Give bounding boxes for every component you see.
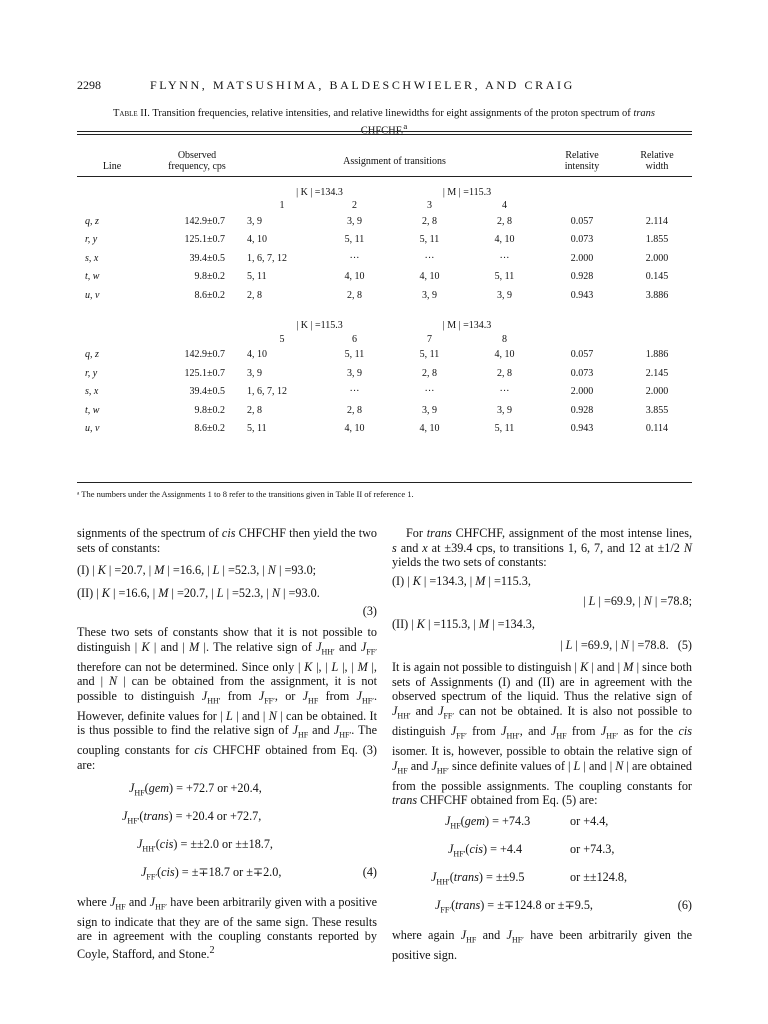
table-row: [77, 383, 692, 402]
frequency-cell: 125.1±0.7: [184, 367, 225, 379]
reference-2: 2: [209, 944, 215, 956]
assignment-number: 2: [352, 200, 357, 211]
assignment-cell: ···: [499, 252, 510, 264]
intensity-cell: 0.928: [570, 404, 594, 416]
header-width: Relative width: [640, 150, 674, 172]
assignment-cell: 1, 6, 7, 12: [247, 386, 287, 398]
left-intro: signments of the spectrum of cis CHFCHF then yield the two sets of constants:: [77, 526, 377, 555]
assignment-group-header: [77, 319, 692, 333]
assignment-number: 5: [279, 333, 285, 345]
equation-4-number: (4): [362, 864, 377, 879]
width-cell: 2.145: [645, 367, 669, 379]
assignment-cell: 3, 9: [497, 404, 512, 416]
table-row: [77, 231, 692, 250]
assignment-cell: 5, 11: [247, 271, 267, 283]
running-head: FLYNN, MATSUSHIMA, BALDESCHWIELER, AND CRAIG: [150, 78, 575, 92]
caption-label: Table II.: [112, 108, 150, 119]
assignment-cell: 4, 10: [344, 423, 365, 435]
equation-6-number: (6): [677, 897, 692, 912]
table-row: [77, 364, 692, 383]
width-cell: 1.886: [645, 349, 669, 361]
caption-trans: trans: [633, 108, 655, 119]
frequency-cell: 8.6±0.2: [194, 423, 225, 435]
assignment-cell: 1, 6, 7, 12: [247, 252, 287, 264]
assignment-group-header: [77, 185, 692, 199]
assignment-cell: 2, 8: [347, 404, 362, 416]
assignment-cell: 4, 10: [494, 234, 515, 246]
intensity-cell: 0.057: [570, 349, 594, 361]
table-top-rule-2: [77, 134, 692, 135]
assignment-cell: 3, 9: [497, 289, 512, 301]
assignment-number: 1: [279, 200, 285, 211]
header-intensity: Relative intensity: [564, 150, 600, 172]
equation-5-II-a: (II) | K | =115.3, | M | =134.3,: [392, 616, 535, 631]
line-cell: u, v: [85, 289, 100, 301]
intensity-cell: 0.928: [570, 271, 594, 283]
equation-5-I-a: (I) | K | =134.3, | M | =115.3,: [392, 573, 531, 588]
assignment-cell: 3, 9: [247, 367, 262, 379]
caption-text: Transition frequencies, relative intensities, and relative linewidths for eight assignments of the proton spectrum of: [149, 108, 634, 119]
k-label: | K | =134.3: [296, 186, 343, 198]
assignment-number: 4: [502, 200, 507, 211]
assignment-cell: ···: [424, 252, 435, 264]
equation-3-II: (II) | K | =16.6, | M | =20.7, | L | =52.3, | N | =93.0.: [77, 585, 320, 600]
frequency-cell: 39.4±0.5: [189, 252, 225, 264]
k-label: | K | =115.3: [296, 320, 343, 331]
assignment-cell: 4, 10: [247, 234, 267, 246]
line-cell: r, y: [85, 234, 98, 246]
m-label: | M | =115.3: [442, 186, 492, 198]
assignment-cell: 4, 10: [419, 423, 440, 435]
assignment-cell: 3, 9: [422, 289, 437, 301]
assignment-cell: 2, 8: [497, 367, 512, 379]
assignment-cell: 5, 11: [344, 349, 365, 361]
caption-footnote-mark: a: [403, 121, 408, 131]
frequency-cell: 142.9±0.7: [184, 349, 225, 361]
coupling-trans-3: $J_{HH'}(trans) = \pm\pm 9.5$ or ±±124.8,: [431, 869, 628, 887]
intensity-cell: 0.057: [570, 215, 594, 227]
equation-3-number: (3): [362, 604, 377, 619]
table-top-rule: [77, 131, 692, 132]
assignment-cell: ···: [349, 252, 360, 264]
width-cell: 2.114: [645, 215, 669, 227]
frequency-cell: 125.1±0.7: [184, 234, 225, 246]
right-paragraph-2: It is again not possible to distinguish | K | and | M | since both sets of Assignments (I) and (II) are in agreement with the observed spectrum of the liquid. Thus the relative sign of $J_{HH'}$ and $J_{FF'}$ can not be obtained. It is also not possible to distinguish $J_{FF'}$ from $J_{HH'}$, and $J_{HF}$ from $J_{HF'}$ as for the cis isomer. It is, however, possible to obtain the relative sign of $J_{HF}$ and $J_{HF'}$ since definite values of | L | and | N | are obtained from the possible assignments. The coupling constants for trans CHFCHF obtained from Eq. (5) are:: [392, 660, 692, 808]
line-cell: q, z: [85, 215, 99, 227]
width-cell: 2.000: [645, 252, 669, 264]
coupling-cis-4: $J_{FF'}(cis) = \pm\mp 18.7$ or ±∓2.0, (4): [141, 864, 377, 882]
frequency-cell: 8.6±0.2: [194, 289, 225, 301]
width-cell: 2.000: [645, 386, 669, 398]
intensity-cell: 2.000: [570, 252, 594, 264]
table-row: [77, 401, 692, 420]
assignment-cell: ···: [349, 386, 360, 398]
assignment-number: 6: [352, 333, 357, 345]
frequency-cell: 9.8±0.2: [194, 404, 225, 416]
assignment-cell: 4, 10: [419, 271, 440, 283]
width-cell: 3.855: [645, 404, 669, 416]
line-cell: q, z: [85, 349, 99, 361]
coupling-trans-4: $J_{FF'}(trans) = \pm\mp 124.8$ or ±∓9.5, (6): [435, 897, 692, 915]
assignment-cell: 5, 11: [419, 349, 440, 361]
right-column: [392, 526, 692, 963]
width-cell: 3.886: [645, 289, 669, 301]
assignment-cell: ···: [499, 386, 510, 398]
assignment-cell: 2, 8: [497, 215, 512, 227]
caption-text-2: CHFCHF.: [360, 125, 404, 137]
assignment-cell: 3, 9: [247, 215, 262, 227]
line-cell: s, x: [85, 386, 99, 398]
assignment-number-row: [77, 199, 692, 212]
m-label: | M | =134.3: [442, 320, 492, 331]
assignment-number: 8: [502, 333, 507, 345]
coupling-cis-1: $J_{HF}(gem) = +72.7$ or +20.4,: [129, 780, 262, 798]
table-row: [77, 346, 692, 365]
line-cell: r, y: [85, 367, 98, 379]
assignment-cell: 2, 8: [422, 367, 437, 379]
table-row: [77, 212, 692, 231]
intensity-cell: 0.943: [570, 289, 594, 301]
assignment-cell: 3, 9: [347, 367, 362, 379]
table-bottom-rule: [77, 482, 692, 483]
line-cell: u, v: [85, 423, 100, 435]
assignment-cell: 2, 8: [247, 289, 262, 301]
left-paragraph: These two sets of constants show that it is not possible to distinguish | K | and | M |. The relative sign of $J_{HH'}$ and $J_{FF'}$ therefore can not be determined. Since only | K |, | L |, | M |, and | N | can be obtained from the assignment, it is not possible to distinguish $J_{HH'}$ from $J_{FF'}$, or $J_{HF}$ from $J_{HF'}$. However, definite values for | L | and | N | can be obtained. It is thus possible to find the relative sign of $J_{HF}$ and $J_{HF'}$. The coupling constants for cis CHFCHF obtained from Eq. (3) are:: [77, 624, 377, 773]
frequency-cell: 39.4±0.5: [189, 386, 225, 398]
table-row: [77, 268, 692, 287]
assignment-cell: 5, 11: [494, 271, 515, 283]
assignment-cell: 5, 11: [494, 423, 515, 435]
frequency-cell: 9.8±0.2: [194, 271, 225, 283]
page-number: 2298: [77, 78, 101, 92]
width-cell: 0.114: [645, 423, 669, 435]
assignment-cell: ···: [424, 386, 435, 398]
left-column: [77, 526, 377, 962]
header-frequency: Observed frequency, cps: [168, 150, 226, 172]
table-footnote: ᵃ The numbers under the Assignments 1 to 8 refer to the transitions given in Table II of reference 1.: [77, 489, 414, 499]
right-paragraph-1: For trans CHFCHF, assignment of the most intense lines, s and x at ±39.4 cps, to transitions 1, 6, 7, and 12 at ±1/2 N yields the two sets of constants:: [392, 526, 693, 570]
transition-table: [77, 146, 692, 438]
assignment-cell: 3, 9: [422, 404, 437, 416]
right-paragraph-3: where again $J_{HF}$ and $J_{HF'}$ have been arbitrarily given the positive sign.: [392, 927, 692, 962]
coupling-trans-2: $J_{HF'}(cis) = +4.4$ or +74.3,: [448, 841, 615, 859]
equation-3-I: (I) | K | =20.7, | M | =16.6, | L | =52.3, | N | =93.0;: [77, 563, 317, 578]
assignment-cell: 5, 11: [419, 234, 440, 246]
line-cell: t, w: [85, 271, 100, 283]
left-paragraph-2: where $J_{HF}$ and $J_{HF'}$ have been arbitrarily given with a positive sign to indicate that they are of the same sign. These results are in agreement with the coupling constants reported by Coyle, Stafford, and Stone.$^2$: [77, 894, 377, 962]
assignment-cell: 5, 11: [344, 234, 365, 246]
assignment-cell: 4, 10: [344, 271, 365, 283]
assignment-number: 3: [427, 200, 432, 211]
assignment-cell: 2, 8: [247, 404, 262, 416]
line-cell: t, w: [85, 404, 100, 416]
assignment-cell: 2, 8: [347, 289, 362, 301]
header-line: Line: [102, 161, 122, 172]
table-row: [77, 249, 692, 268]
line-cell: s, x: [85, 252, 99, 264]
equation-5-I-b: | L | =69.9, | N | =78.8;: [583, 594, 692, 609]
intensity-cell: 2.000: [570, 386, 594, 398]
assignment-cell: 4, 10: [247, 349, 267, 361]
assignment-cell: 3, 9: [347, 215, 362, 227]
assignment-number: 7: [427, 333, 432, 345]
table-row: [77, 286, 692, 305]
coupling-trans-1: $J_{HF}(gem) = +74.3$ or +4.4,: [445, 813, 609, 831]
frequency-cell: 142.9±0.7: [184, 215, 225, 227]
width-cell: 0.145: [645, 271, 669, 283]
intensity-cell: 0.943: [570, 423, 594, 435]
equation-5-number: (5): [677, 637, 692, 652]
coupling-cis-3: $J_{HH'}(cis) = \pm\pm 2.0$ or ±±18.7,: [137, 836, 273, 854]
assignment-cell: 5, 11: [247, 423, 267, 435]
intensity-cell: 0.073: [570, 367, 594, 379]
intensity-cell: 0.073: [570, 234, 594, 246]
table-row: [77, 420, 692, 439]
width-cell: 1.855: [645, 234, 669, 246]
assignment-number-row: [77, 333, 692, 346]
header-assignment: Assignment of transitions: [343, 155, 446, 167]
assignment-cell: 4, 10: [494, 349, 515, 361]
coupling-cis-2: $J_{HF'}(trans) = +20.4$ or +72.7,: [122, 808, 262, 826]
equation-5-II-b: | L | =69.9, | N | =78.8. (5): [560, 637, 692, 652]
assignment-cell: 2, 8: [422, 215, 437, 227]
